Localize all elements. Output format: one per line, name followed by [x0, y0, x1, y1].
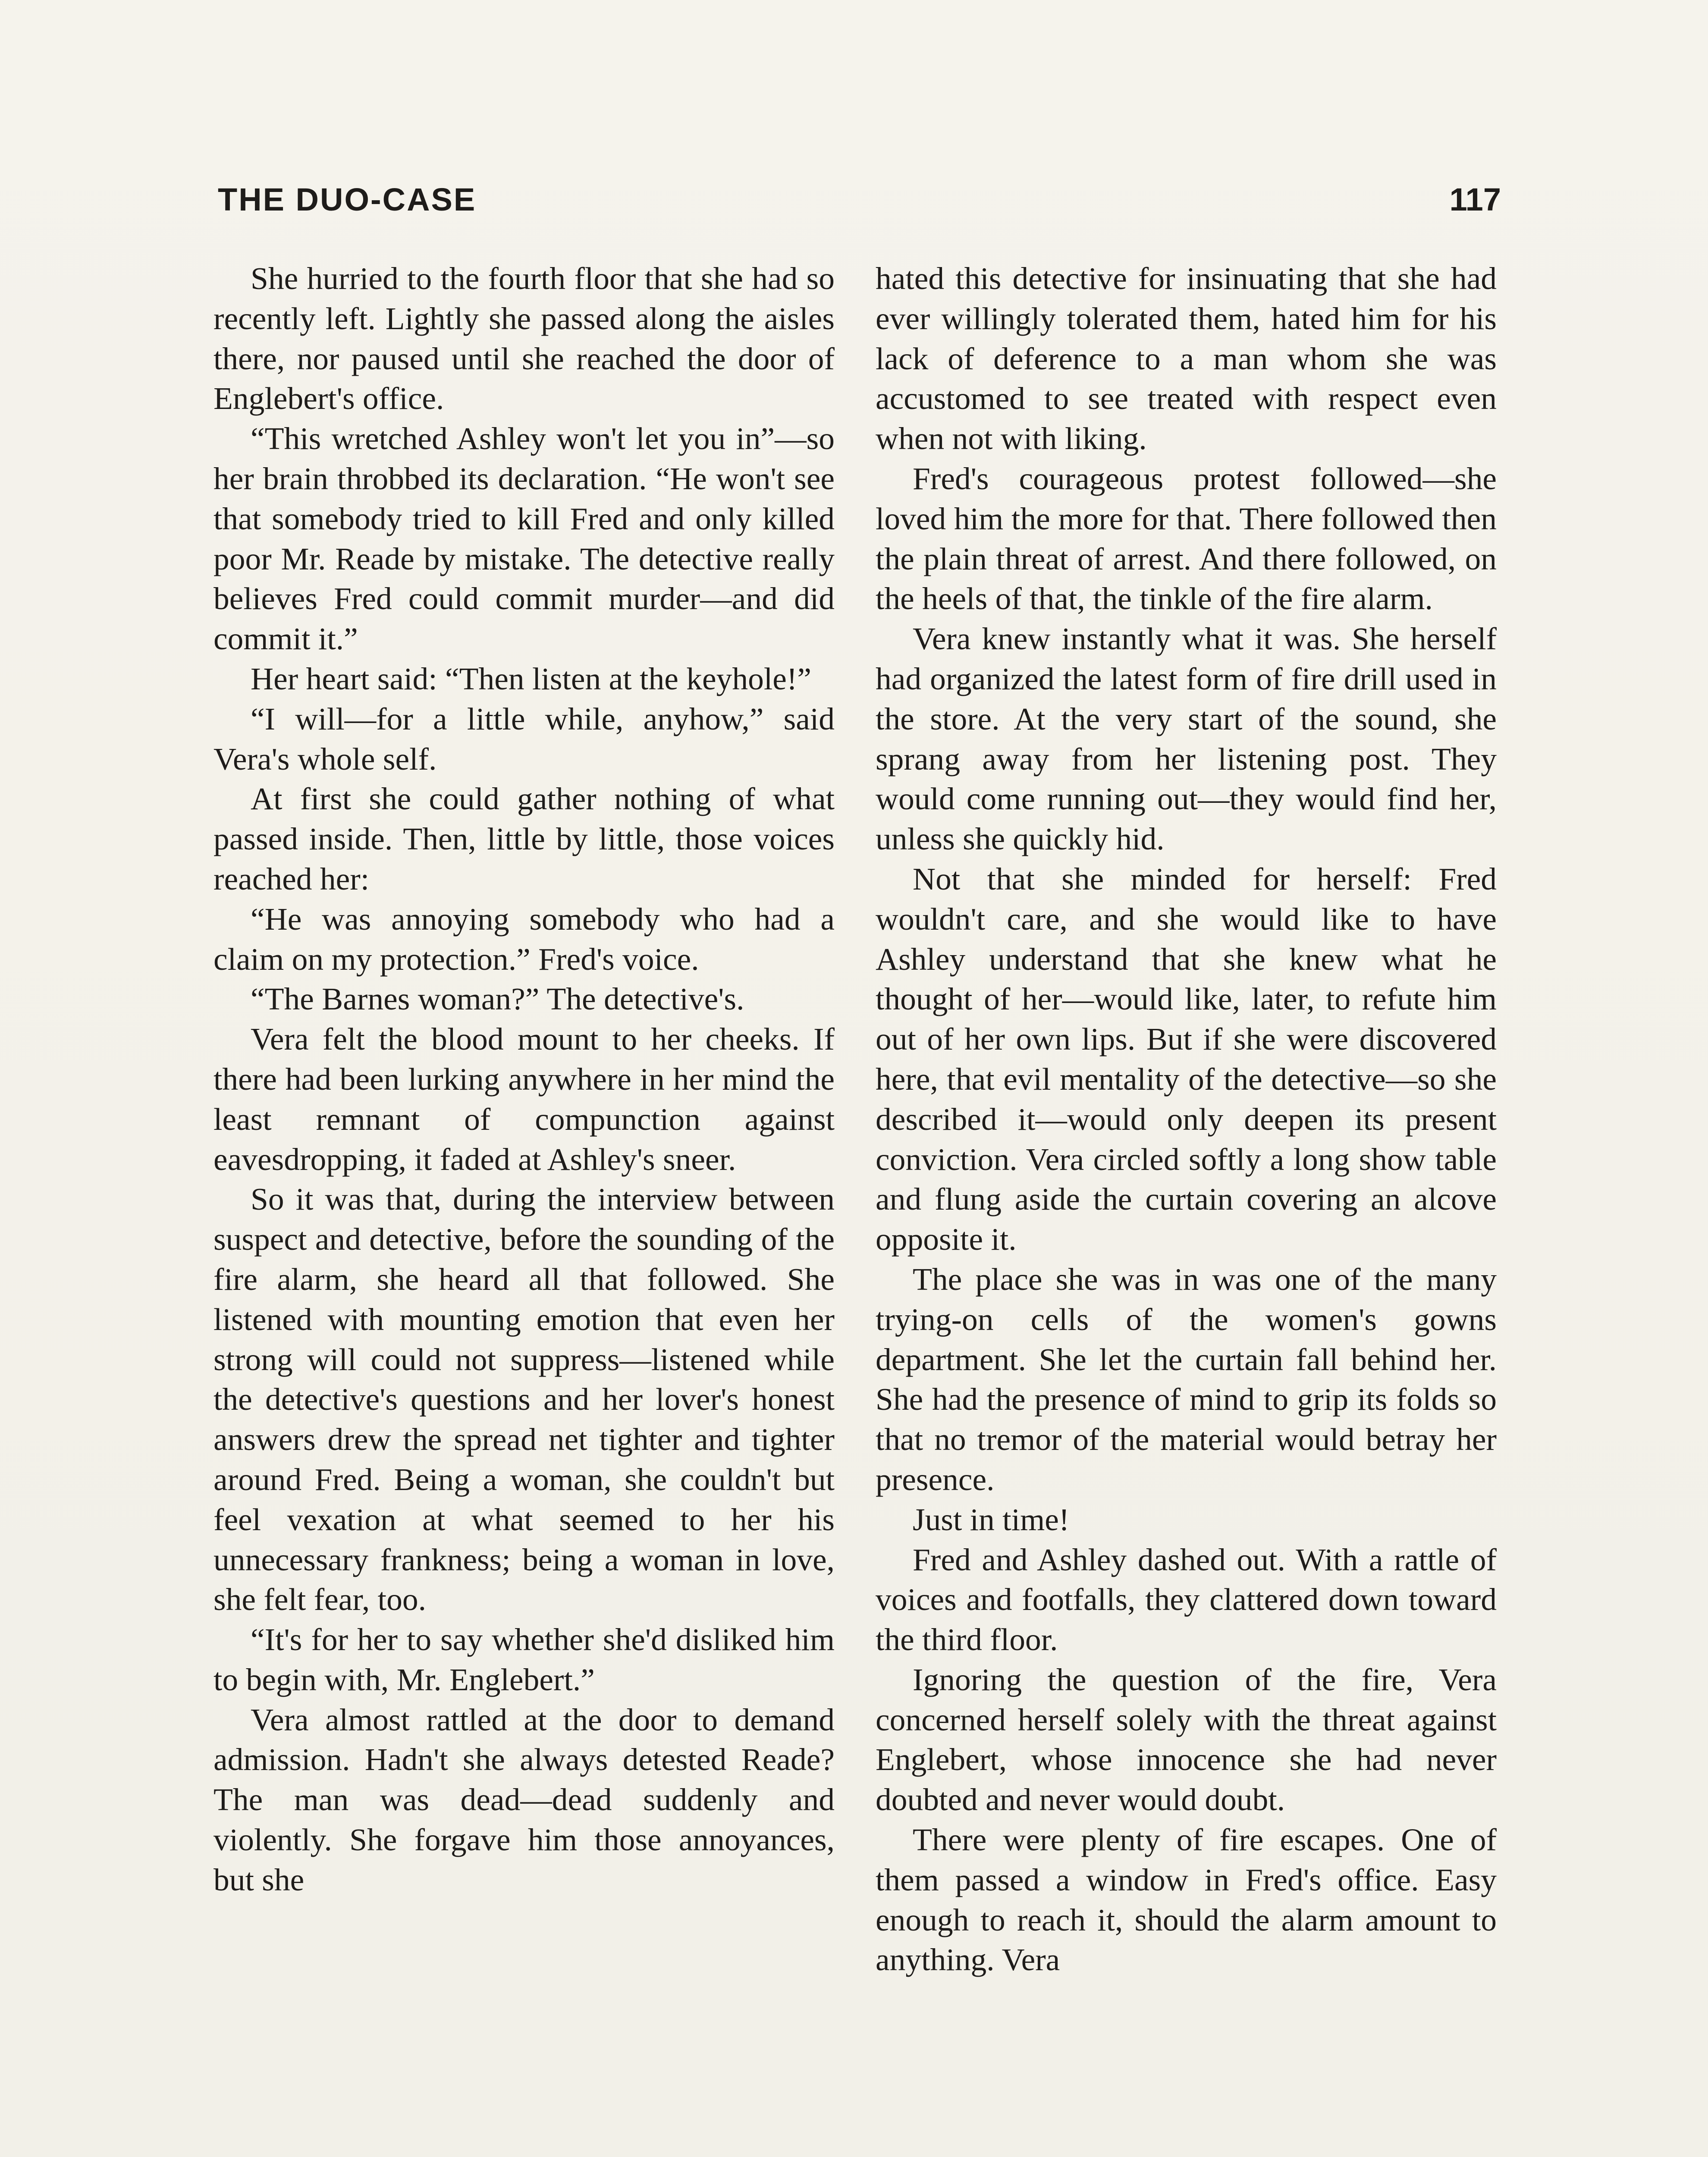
running-head	[218, 181, 1501, 229]
paragraph: Not that she minded for herself: Fred wouldn't care, and she would like to have Ashley understand that she knew what he thought of her—would like, later, to refute him out of her own lips. But if she were discovered here, that evil mentality of the detective—so she described it—would only deepen its present conviction. Vera circled softly a long show table and flung aside the curtain covering an alcove opposite it.	[876, 861, 1497, 1257]
paragraph: Vera knew instantly what it was. She herself had organized the latest form of fire drill used in the store. At the very start of the sound, she sprang away from her listening post. They would come running out—they would find her, unless she quickly hid.	[876, 621, 1497, 857]
paragraph: “This wretched Ashley won't let you in”—so her brain throbbed its declaration. “He won't see that somebody tried to kill Fred and only killed poor Mr. Reade by mistake. The detective really believes Fred could commit murder—and did commit it.”	[214, 421, 835, 657]
paragraph: “I will—for a little while, anyhow,” said Vera's whole self.	[214, 701, 835, 777]
paragraph: There were plenty of fire escapes. One of them passed a window in Fred's office. Easy enough to reach it, should the alarm amount to anything. Vera	[876, 1822, 1497, 1978]
paragraph: Vera felt the blood mount to her cheeks. If there had been lurking anywhere in her mind the least remnant of compunction against eavesdropping, it faded at Ashley's sneer.	[214, 1022, 835, 1177]
paragraph: So it was that, during the interview between suspect and detective, before the sounding of the fire alarm, she heard all that followed. She listened with mounting emotion that even her strong will could not suppress—listened while the detective's questions and her lover's honest answers drew the spread net tighter and tighter around Fred. Being a woman, she couldn't but feel vexation at what seemed to her his unnecessary frankness; being a woman in love, she felt fear, too.	[214, 1182, 835, 1617]
paragraph: “He was annoying somebody who had a claim on my protection.” Fred's voice.	[214, 901, 835, 977]
paragraph: Fred's courageous protest followed—she loved him the more for that. There followed then the plain threat of arrest. And there followed, on the heels of that, the tinkle of the fire alarm.	[876, 461, 1497, 616]
paragraph: “It's for her to say whether she'd disliked him to begin with, Mr. Englebert.”	[214, 1622, 835, 1697]
paragraph: Her heart said: “Then listen at the keyhole!”	[251, 661, 811, 696]
paragraph: At first she could gather nothing of what passed inside. Then, little by little, those voices reached her:	[214, 781, 835, 896]
paragraph: Just in time!	[913, 1502, 1070, 1537]
paragraph: Fred and Ashley dashed out. With a rattle of voices and footfalls, they clattered down toward the third floor.	[876, 1542, 1497, 1657]
left-column	[214, 259, 835, 1900]
paragraph: Ignoring the question of the fire, Vera concerned herself solely with the threat against Englebert, whose innocence she had never doubted and never would doubt.	[876, 1662, 1497, 1817]
running-title: THE DUO-CASE	[218, 182, 477, 217]
page-number: 117	[1449, 182, 1501, 217]
paragraph: “The Barnes woman?” The detective's.	[251, 981, 744, 1017]
paragraph: The place she was in was one of the many trying-on cells of the women's gowns department. She let the curtain fall behind her. She had the presence of mind to grip its folds so that no tremor of the material would betray her presence.	[876, 1261, 1497, 1497]
right-column	[876, 259, 1497, 1980]
paragraph: She hurried to the fourth floor that she had so recently left. Lightly she passed along the aisles there, nor paused until she reached the door of Englebert's office.	[214, 261, 835, 416]
paragraph-continued: hated this detective for insinuating that she had ever willingly tolerated them, hated him for his lack of deference to a man whom she was accustomed to see treated with respect even when not with liking.	[876, 261, 1497, 456]
paragraph: Vera almost rattled at the door to demand admission. Hadn't she always detested Reade? The man was dead—dead suddenly and violently. She forgave him those annoyances, but she	[214, 1702, 835, 1897]
